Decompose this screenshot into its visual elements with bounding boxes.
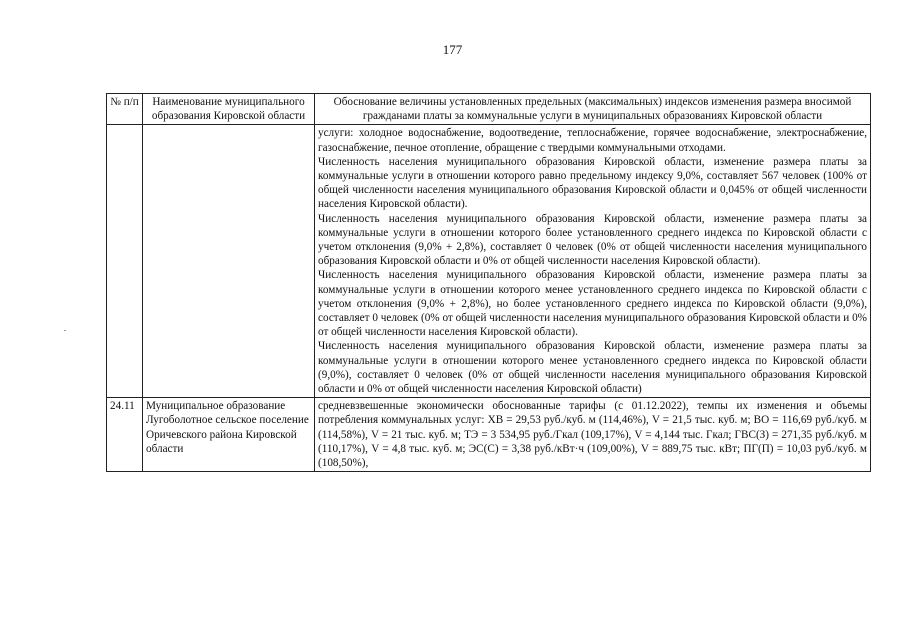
paragraph: Численность населения муниципального образования Кировской области, изменение размера платы за коммунальные услуги в отношении которого более установленного среднего индекса по Кировской области с учетом отклонения (9,0% + 2,8%), составляет 0 человек (0% от общей численности населения муниципального образования Кировской области и 0% от общей численности населения Кировской области). bbox=[318, 212, 867, 268]
page-number: 177 bbox=[442, 42, 463, 57]
cell-justification bbox=[315, 125, 871, 398]
table-row bbox=[107, 398, 871, 472]
paragraph: Численность населения муниципального образования Кировской области, изменение размера платы за коммунальные услуги в отношении которого равно предельному индексу 9,0%, составляет 567 человек (100% от общей численности населения муниципального образования Кировской области и 0,045% от общей численности населения Кировской области). bbox=[318, 155, 867, 211]
paragraph: услуги: холодное водоснабжение, водоотведение, теплоснабжение, горячее водоснабжение, электроснабжение, газоснабжение, печное отопление, обращение с твердыми коммунальными отходами. bbox=[318, 127, 867, 154]
tariff-justification-table bbox=[106, 93, 871, 472]
table-header-row bbox=[107, 94, 871, 125]
paragraph: Численность населения муниципального образования Кировской области, изменение размера платы за коммунальные услуги в отношении которого менее установленного среднего индекса по Кировской области с учетом отклонения (9,0% + 2,8%), но более установленного среднего индекса по Кировской области (9,0%), составляет 0 человек (0% от общей численности населения муниципального образования Кировской области и 0% от общей численности населения Кировской области). bbox=[318, 269, 867, 339]
cell-name: Муниципальное образование Лугоболотное сельское поселение Оричевского района Кировской области bbox=[143, 398, 315, 472]
cell-name bbox=[143, 125, 315, 398]
header-justification: Обоснование величины установленных предельных (максимальных) индексов изменения размера вносимой гражданами платы за коммунальные услуги в муниципальных образованиях Кировской области bbox=[315, 94, 871, 125]
cell-justification: средневзвешенные экономически обоснованные тарифы (с 01.12.2022), темпы их изменения и объемы потребления коммунальных услуг: ХВ = 29,53 руб./куб. м (114,46%), V = 21,5 тыс. куб. м; ВО = 116,69 руб./куб. м (114,58%), V = 21 тыс. куб. м; ТЭ = 3 534,95 руб./Гкал (109,17%), V = 4,144 тыс. Гкал; ГВС(З) = 271,35 руб./куб. м (110,17%), V = 4,8 тыс. куб. м; ЭС(С) = 3,38 руб./кВт·ч (109,00%), V = 889,75 тыс. кВт; ПГ(П) = 10,03 руб./куб. м (108,50%), bbox=[315, 398, 871, 472]
header-name: Наименование муниципального образования Кировской области bbox=[143, 94, 315, 125]
table-row bbox=[107, 125, 871, 398]
cell-num bbox=[107, 125, 143, 398]
header-num: № п/п bbox=[107, 94, 143, 125]
scan-artifact bbox=[64, 330, 66, 331]
cell-num: 24.11 bbox=[107, 398, 143, 472]
paragraph: Численность населения муниципального образования Кировской области, изменение размера платы за коммунальные услуги в отношении которого менее установленного среднего индекса по Кировской области (9,0%), составляет 0 человек (0% от общей численности населения муниципального образования Кировской области и 0% от общей численности населения Кировской области) bbox=[318, 340, 867, 396]
